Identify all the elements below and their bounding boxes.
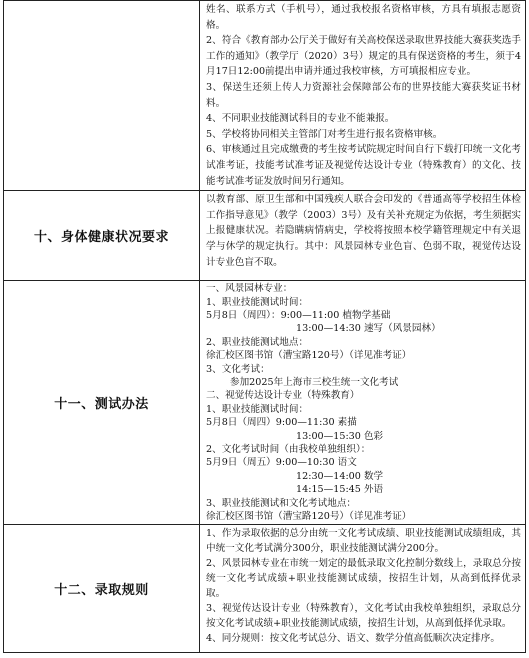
content-line: 徐汇校区图书馆（漕宝路120号）（详见准考证） (206, 511, 412, 523)
content-line: 5月8日（周四）9:00—11:30 素描 (206, 417, 357, 429)
content-line: 二、视觉传达设计专业（特殊教育） (206, 390, 360, 402)
content-line: 5月8日（周四）：9:00—11:00 植物学基础 (206, 309, 391, 321)
content-line: 以教育部、原卫生部和中国残疾人联合会印发的《普通高等学校招生体检工作指导意见》（教学（2003）3号）及有关补充规定为依据，考生须据实上报健康状况。若隐瞒病情病史，学校将按照本校学籍管理规定中有关退学与休学的规定执行。其中：风景园林专业色盲、色弱不取，视觉传达设计专业色盲不取。 (206, 194, 521, 268)
content-line: 3、保送生还须上传人力资源社会保障部公布的世界技能大赛获奖证书材料。 (206, 81, 521, 109)
row-heading (4, 1, 200, 191)
content-line: 13:00—15:30 色彩 (296, 430, 384, 442)
row-heading: 十、身体健康状况要求 (4, 191, 200, 281)
table-row (4, 525, 526, 653)
content-line: 5、学校将协同相关主管部门对考生进行报名资格审核。 (206, 128, 443, 140)
row-content (200, 281, 526, 525)
content-line: 2、文化考试时间（由我校单独组织）： (206, 444, 371, 455)
content-line: 1、职业技能测试时间： (206, 296, 309, 308)
content-line: 徐汇校区图书馆（漕宝路120号）（详见准考证） (206, 350, 412, 362)
content-line: 6、审核通过且完成缴费的考生按考试院规定时间自行下载打印统一文化考试准考证，技能考试准考证及视觉传达设计专业（特殊教育）的文化、技能考试准考证发放时间另行通知。 (206, 144, 521, 187)
content-line: 4、不同职业技能测试科目的专业不能兼报。 (206, 113, 395, 125)
row-heading: 十二、录取规则 (4, 525, 200, 653)
content-line: 参加2025年上海市三校生统一文化考试 (230, 376, 399, 388)
row-content (200, 525, 526, 653)
content-line: 1、作为录取依据的总分由统一文化考试成绩、职业技能测试成绩组成，其中统一文化考试满分300分，职业技能测试满分200分。 (206, 528, 521, 555)
table-row (4, 281, 526, 525)
admission-regulations-document (3, 0, 525, 656)
content-line: 13:00—14:30 速写（风景园林） (296, 323, 441, 335)
content-line: 一、风景园林专业： (206, 283, 293, 295)
regulations-table (3, 0, 526, 653)
content-line: 3、视觉传达设计专业（特殊教育），文化考试由我校单独组织，录取总分按文化考试成绩+职业技能测试成绩，按招生计划，从高到低择优录取。 (206, 603, 521, 630)
content-line: 姓名、联系方式（手机号），通过我校报名资格审核，方具有填报志愿资格。 (206, 4, 521, 31)
content-line: 2、符合《教育部办公厅关于做好有关高校保送录取世界技能大赛获奖选手工作的通知》（教学厅（2020）3号）规定的具有保送资格的考生，须于4月17日12:00前提出申请并通过我校审核，方可填报相应专业。 (206, 35, 521, 78)
content-line: 5月9日（周五）9:00—10:30 语文 (206, 457, 357, 469)
row-content (200, 191, 526, 281)
table-row (4, 1, 526, 191)
content-line: 2、风景园林专业在市统一划定的最低录取文化控制分数线上，录取总分按统一文化考试成绩+职业技能测试成绩，按招生计划，从高到低择优录取。 (206, 558, 521, 600)
row-heading: 十一、测试办法 (4, 281, 200, 525)
table-row (4, 191, 526, 281)
row-content (200, 1, 526, 191)
content-line: 2、职业技能测试地点： (206, 336, 309, 348)
content-line: 3、职业技能测试和文化考试地点： (206, 497, 357, 509)
content-line: 3、文化考试： (206, 363, 270, 375)
content-line: 12:30—14:00 数学 (296, 470, 384, 482)
content-line: 1、职业技能测试时间： (206, 403, 309, 415)
content-line: 14:15—15:45 外语 (296, 484, 384, 496)
content-line: 4、同分规则：按文化考试总分、语文、数学分值高低顺次决定排序。 (206, 633, 500, 645)
